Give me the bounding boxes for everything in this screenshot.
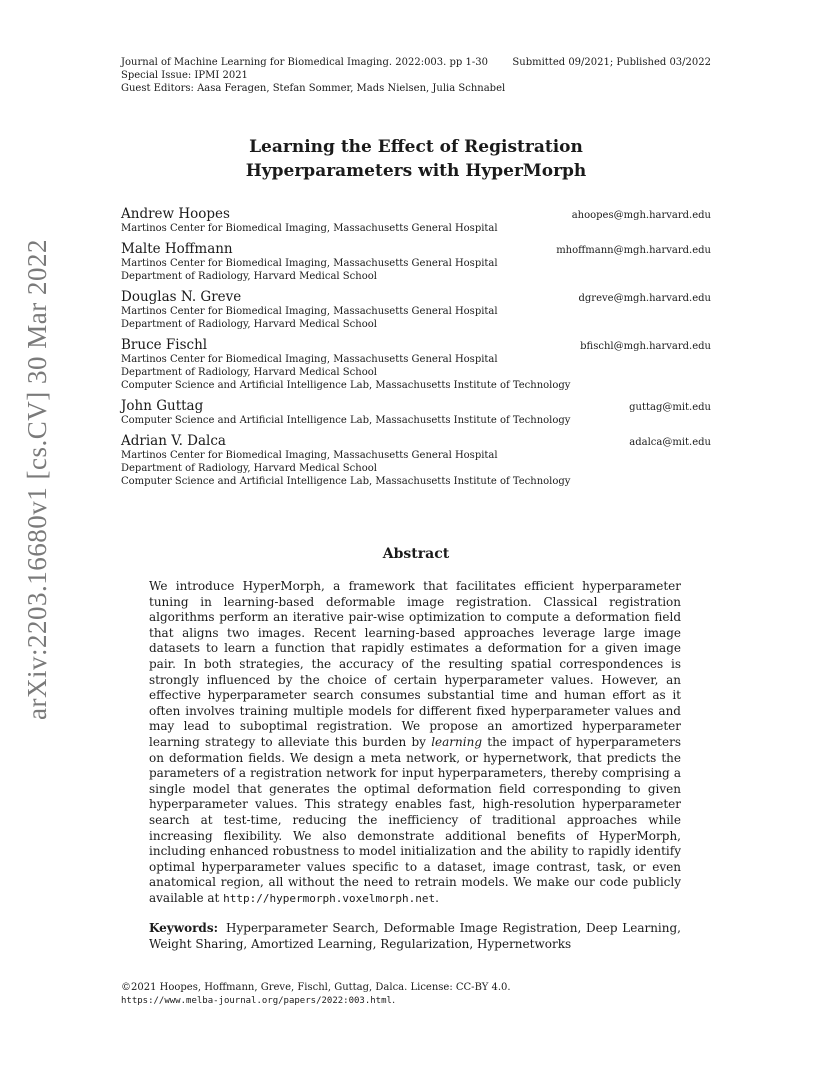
author-email[interactable]: dgreve@mgh.harvard.edu bbox=[578, 293, 711, 304]
author-affiliation: Computer Science and Artificial Intelligence Lab, Massachusetts Institute of Technology bbox=[121, 380, 571, 391]
author-block bbox=[121, 433, 711, 488]
author-list bbox=[121, 206, 711, 494]
abstract-body bbox=[149, 579, 681, 906]
author-name: John Guttag bbox=[121, 398, 204, 414]
guest-editors: Guest Editors: Aasa Feragen, Stefan Sommer, Mads Nielsen, Julia Schnabel bbox=[121, 83, 506, 94]
journal-citation: Journal of Machine Learning for Biomedical Imaging. 2022:003. pp 1-30 bbox=[121, 57, 488, 68]
author-affiliation: Martinos Center for Biomedical Imaging, Massachusetts General Hospital bbox=[121, 223, 498, 234]
paper-title bbox=[121, 135, 711, 183]
arxiv-identifier: arXiv:2203.16680v1 [cs.CV] 30 Mar 2022 bbox=[21, 238, 52, 720]
abstract-heading: Abstract bbox=[382, 546, 450, 562]
keywords-label: Keywords: bbox=[149, 921, 219, 935]
author-affiliation: Department of Radiology, Harvard Medical School bbox=[121, 367, 377, 378]
author-block bbox=[121, 289, 711, 331]
author-affiliation: Martinos Center for Biomedical Imaging, Massachusetts General Hospital bbox=[121, 450, 498, 461]
author-email[interactable]: bfischl@mgh.harvard.edu bbox=[580, 341, 711, 352]
keywords-list: Hyperparameter Search, Deformable Image Registration, Deep Learning, Weight Sharing, Amortized Learning, Regularization, Hypernetworks bbox=[149, 921, 681, 951]
author-block bbox=[121, 398, 711, 427]
author-affiliation: Martinos Center for Biomedical Imaging, Massachusetts General Hospital bbox=[121, 306, 498, 317]
journal-header bbox=[121, 56, 711, 95]
title-line-2: Hyperparameters with HyperMorph bbox=[245, 161, 587, 181]
author-email[interactable]: ahoopes@mgh.harvard.edu bbox=[571, 210, 711, 221]
abstract-emphasis: learning bbox=[431, 734, 482, 749]
keywords-section bbox=[149, 920, 681, 952]
author-block bbox=[121, 241, 711, 283]
author-block bbox=[121, 206, 711, 235]
abstract-text-part-2: the impact of hyperparameters on deformation fields. We design a meta network, or hypernetwork, that predicts the parameters of a registration network for input hyperparameters, thereby comprising a single model that generates the optimal deformation field corresponding to given hyperparameter values. This strategy enables fast, high-resolution hyperparameter search at test-time, reducing the inefficiency of traditional approaches while increasing flexibility. We also demonstrate additional benefits of HyperMorph, including enhanced robustness to model initialization and the ability to rapidly identify optimal hyperparameter values specific to a dataset, image contrast, task, or even anatomical region, all without the need to retrain models. We make our code publicly available at bbox=[149, 734, 681, 905]
author-affiliation: Department of Radiology, Harvard Medical School bbox=[121, 319, 377, 330]
author-affiliation: Computer Science and Artificial Intelligence Lab, Massachusetts Institute of Technology bbox=[121, 415, 571, 426]
abstract-text-part-1: We introduce HyperMorph, a framework that facilitates efficient hyperparameter tuning in learning-based deformable image registration. Classical registration algorithms perform an iterative pair-wise optimization to compute a deformation field that aligns two images. Recent learning-based approaches leverage large image datasets to learn a function that rapidly estimates a deformation for a given image pair. In both strategies, the accuracy of the resulting spatial correspondences is strongly influenced by the choice of certain hyperparameter values. However, an effective hyperparameter search consumes substantial time and human effort as it often involves training multiple models for different fixed hyperparameter values and may lead to suboptimal registration. We propose an amortized hyperparameter learning strategy to alleviate this burden by bbox=[149, 579, 681, 749]
abstract-end: . bbox=[435, 890, 439, 905]
author-affiliation: Department of Radiology, Harvard Medical School bbox=[121, 463, 377, 474]
title-line-1: Learning the Effect of Registration bbox=[249, 137, 583, 157]
paper-url-link[interactable]: https://www.melba-journal.org/papers/2022:003.html bbox=[121, 996, 392, 1006]
author-name: Douglas N. Greve bbox=[121, 289, 242, 305]
author-block bbox=[121, 337, 711, 392]
author-affiliation: Martinos Center for Biomedical Imaging, Massachusetts General Hospital bbox=[121, 354, 498, 365]
arxiv-side-stamp bbox=[16, 238, 58, 720]
license-text: ©2021 Hoopes, Hoffmann, Greve, Fischl, Guttag, Dalca. License: CC-BY 4.0. bbox=[121, 982, 511, 993]
paper-url-end: . bbox=[391, 995, 396, 1006]
author-name: Adrian V. Dalca bbox=[121, 433, 226, 449]
special-issue: Special Issue: IPMI 2021 bbox=[121, 70, 248, 81]
code-url-link[interactable]: http://hypermorph.voxelmorph.net bbox=[223, 891, 436, 905]
author-affiliation: Martinos Center for Biomedical Imaging, Massachusetts General Hospital bbox=[121, 258, 498, 269]
author-name: Andrew Hoopes bbox=[121, 206, 230, 222]
author-affiliation: Computer Science and Artificial Intelligence Lab, Massachusetts Institute of Technology bbox=[121, 476, 571, 487]
author-email[interactable]: mhoffmann@mgh.harvard.edu bbox=[556, 245, 711, 256]
author-email[interactable]: guttag@mit.edu bbox=[629, 402, 711, 413]
submission-dates: Submitted 09/2021; Published 03/2022 bbox=[512, 57, 711, 68]
author-email[interactable]: adalca@mit.edu bbox=[629, 437, 711, 448]
author-name: Malte Hoffmann bbox=[121, 241, 233, 257]
license-footer bbox=[121, 981, 711, 1008]
author-name: Bruce Fischl bbox=[121, 337, 208, 353]
author-affiliation: Department of Radiology, Harvard Medical School bbox=[121, 271, 377, 282]
